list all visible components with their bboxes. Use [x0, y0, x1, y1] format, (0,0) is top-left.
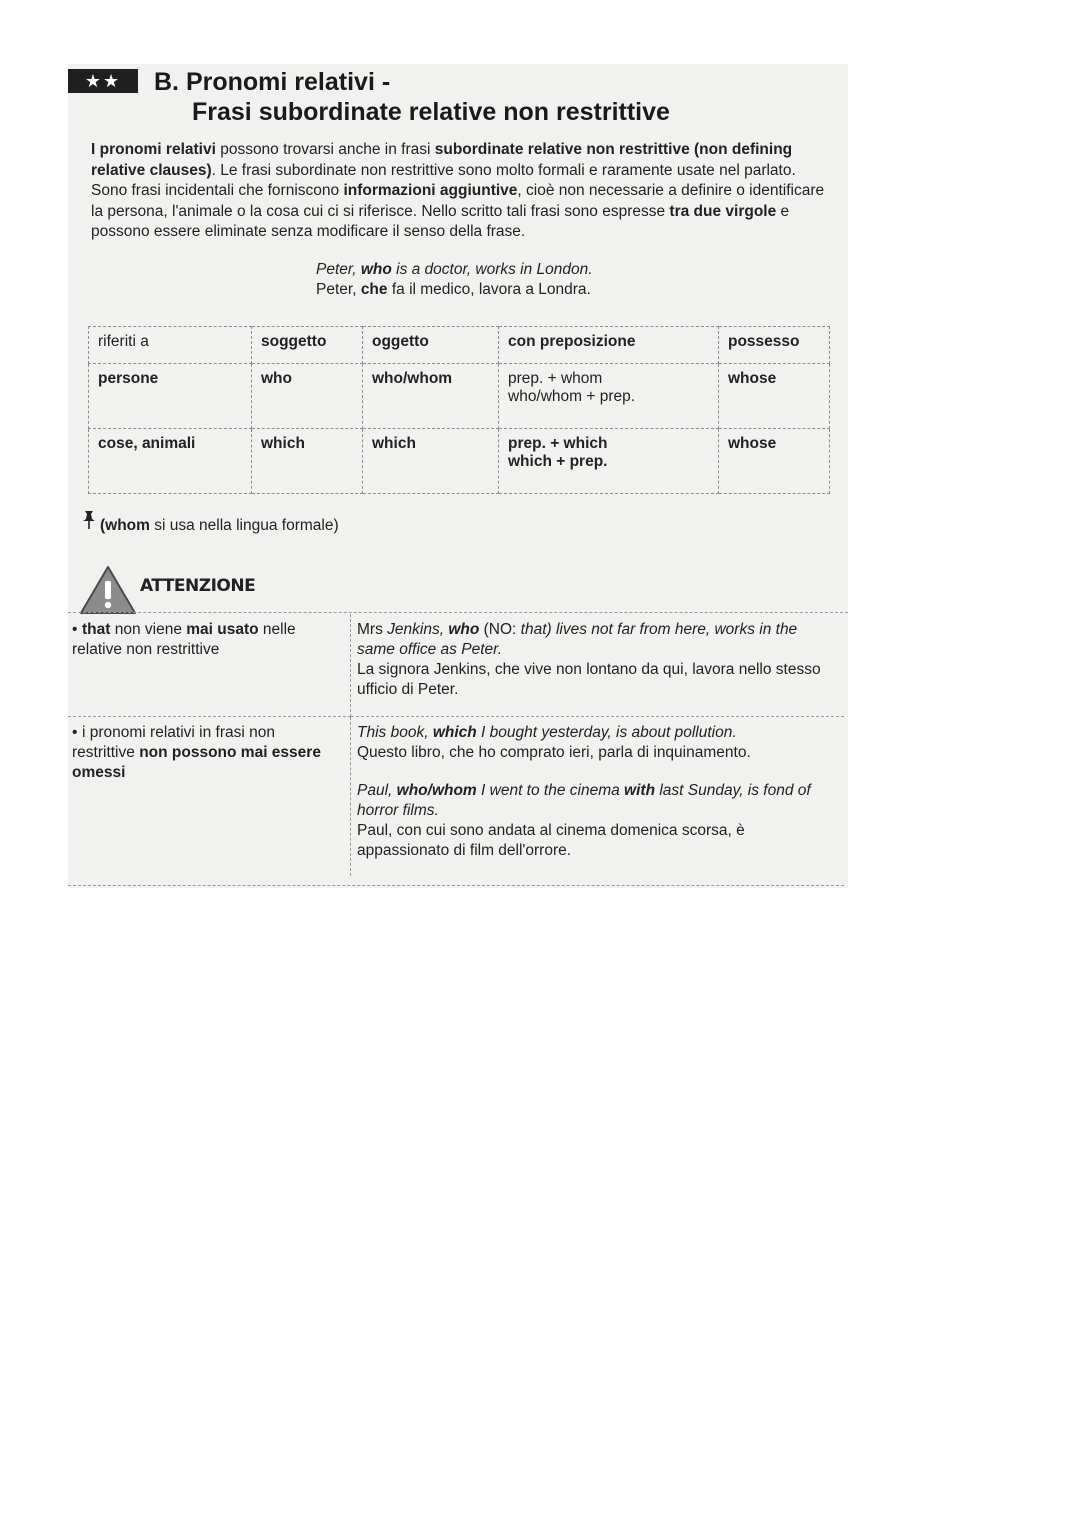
intro-paragraph: I pronomi relativi possono trovarsi anche in frasi subordinate relative non restrittive (non defining relative clauses). Le frasi subordinate non restrittive sono molto formali e raramente usate nel parlato. Sono frasi incidentali che forniscono informazioni aggiuntive, cioè non necessarie a definire o identificare la persona, l'animale o la cosa cui ci si riferisce. Nello scritto tali frasi sono espresse tra due virgole e possono essere eliminate senza modificare il senso della frase.	[91, 141, 825, 240]
header-cell: soggetto	[252, 327, 363, 364]
rule-row	[68, 614, 844, 717]
rule-cell: • i pronomi relativi in frasi non restrittive non possono mai essere omessi	[68, 717, 351, 877]
pushpin-icon	[78, 510, 100, 535]
table-cell: persone	[89, 364, 252, 429]
pronoun-table	[88, 326, 830, 494]
table-cell: who/whom	[363, 364, 499, 429]
divider	[68, 612, 848, 613]
rule-cell: • that non viene mai usato nelle relative non restrittive	[68, 614, 351, 717]
example-cell: This book, which I bought yesterday, is about pollution. Questo libro, che ho comprato ieri, parla di inquinamento. Paul, who/whom I went to the cinema with last Sunday, is fond of horror films. Paul, con cui sono andata al cinema domenica scorsa, è appassionato di film dell'orrore.	[357, 724, 811, 859]
section-subtitle: Frasi subordinate relative non restrittive	[192, 98, 670, 126]
table-cell: whose	[719, 364, 830, 429]
header-cell: possesso	[719, 327, 830, 364]
table-cell: which	[363, 429, 499, 494]
example-italian: Peter, che fa il medico, lavora a Londra.	[316, 281, 591, 298]
example-cell: Mrs Jenkins, who (NO: that) lives not far from here, works in the same office as Peter. La signora Jenkins, che vive non lontano da qui, lavora nello stesso ufficio di Peter.	[351, 614, 845, 717]
header-cell: con preposizione	[499, 327, 719, 364]
table-cell: cose, animali	[89, 429, 252, 494]
formal-note: (whom si usa nella lingua formale)	[78, 510, 339, 535]
table-cell: prep. + which which + prep.	[499, 429, 719, 494]
rules-table	[68, 614, 844, 876]
table-cell: which	[252, 429, 363, 494]
difficulty-stars: ★★	[68, 69, 138, 93]
example-sentences	[316, 260, 593, 300]
warning-icon	[78, 564, 138, 616]
example-english: Peter, who is a doctor, works in London.	[316, 261, 593, 278]
divider	[68, 885, 844, 886]
table-row	[89, 364, 830, 429]
attention-label: ATTENZIONE	[140, 576, 256, 596]
section-title: B. Pronomi relativi -	[154, 68, 391, 96]
table-cell: whose	[719, 429, 830, 494]
header-cell: oggetto	[363, 327, 499, 364]
table-cell: prep. + whom who/whom + prep.	[499, 364, 719, 429]
table-row	[89, 429, 830, 494]
textbook-page	[68, 64, 848, 888]
header-cell: riferiti a	[89, 327, 252, 364]
rule-row	[68, 717, 844, 877]
table-cell: who	[252, 364, 363, 429]
table-header-row	[89, 327, 830, 364]
